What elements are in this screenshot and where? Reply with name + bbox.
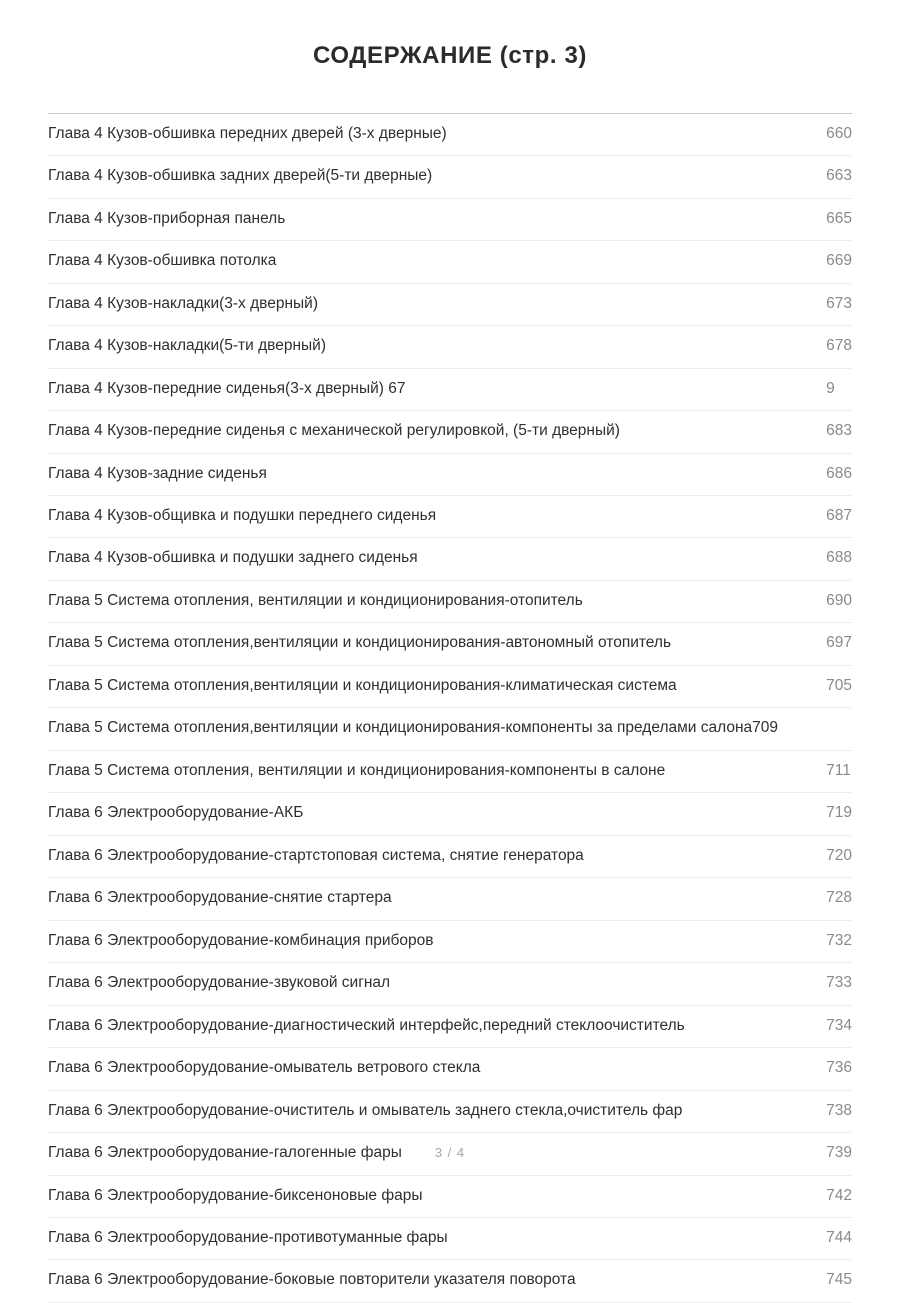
toc-entry-title[interactable]: Глава 6 Электрооборудование-биксеноновые фары	[48, 1186, 423, 1204]
toc-entry-page: 688	[826, 549, 852, 567]
toc-row[interactable]	[48, 1005, 852, 1047]
toc-entry-page: 669	[826, 252, 852, 270]
toc-entry-title[interactable]: Глава 5 Система отопления, вентиляции и кондиционирования-компоненты в салоне	[48, 761, 666, 779]
toc-row[interactable]	[48, 580, 852, 622]
toc-entry-page: 690	[826, 591, 852, 609]
toc-entry-title[interactable]: Глава 4 Кузов-общивка и подушки переднего сиденья	[48, 507, 437, 525]
toc-entry-title[interactable]: Глава 6 Электрооборудование-стартстоповая система, снятие генератора	[48, 846, 584, 864]
toc-entry-page: 665	[826, 209, 852, 227]
toc-entry-title[interactable]: Глава 6 Электрооборудование-диагностический интерфейс,передний стеклоочиститель	[48, 1016, 685, 1034]
toc-row[interactable]	[48, 623, 852, 665]
toc-row[interactable]	[48, 114, 852, 156]
toc-row[interactable]	[48, 793, 852, 835]
toc-entry-title[interactable]: Глава 4 Кузов-обшивка и подушки заднего сиденья	[48, 549, 418, 567]
toc-entry-page: 697	[826, 634, 852, 652]
toc-entry-page: 711	[826, 761, 851, 779]
toc-entry-title[interactable]: Глава 6 Электрооборудование-омыватель ветрового стекла	[48, 1059, 481, 1077]
toc-row[interactable]	[48, 878, 852, 920]
table-of-contents	[48, 114, 852, 1303]
page-title: СОДЕРЖАНИЕ (стр. 3)	[313, 42, 587, 69]
toc-row[interactable]	[48, 1260, 852, 1302]
toc-row[interactable]	[48, 708, 852, 750]
toc-row[interactable]	[48, 453, 852, 495]
toc-entry-title[interactable]: Глава 5 Система отопления, вентиляции и кондиционирования-отопитель	[48, 591, 583, 609]
toc-row[interactable]	[48, 1217, 852, 1259]
toc-entry-title[interactable]: Глава 4 Кузов-передние сиденья с механической регулировкой, (5-ти дверный)	[48, 422, 620, 440]
toc-entry-page	[822, 708, 852, 750]
toc-entry-title[interactable]: Глава 6 Электрооборудование-галогенные фары	[48, 1144, 402, 1162]
toc-entry-page: 742	[826, 1186, 852, 1204]
toc-row[interactable]	[48, 368, 852, 410]
toc-row[interactable]	[48, 963, 852, 1005]
toc-entry-page: 728	[826, 889, 852, 907]
toc-entry-title[interactable]: Глава 6 Электрооборудование-АКБ	[48, 804, 304, 822]
page-footer: 3 / 4	[434, 1145, 466, 1160]
toc-entry-page: 739	[826, 1144, 852, 1162]
toc-entry-title[interactable]: Глава 5 Система отопления,вентиляции и кондиционирования-компоненты за пределами салона709	[48, 719, 778, 737]
toc-row[interactable]	[48, 411, 852, 453]
toc-entry-page: 683	[826, 422, 852, 440]
toc-entry-page: 673	[826, 294, 852, 312]
toc-entry-title[interactable]: Глава 4 Кузов-передние сиденья(3-х дверный) 67	[48, 379, 406, 397]
toc-entry-page: 745	[826, 1271, 852, 1289]
toc-row[interactable]	[48, 835, 852, 877]
toc-entry-page: 9	[826, 379, 835, 397]
toc-entry-page: 732	[826, 931, 852, 949]
toc-entry-title[interactable]: Глава 5 Система отопления,вентиляции и кондиционирования-автономный отопитель	[48, 634, 672, 652]
toc-entry-page: 736	[826, 1059, 852, 1077]
toc-row[interactable]	[48, 326, 852, 368]
toc-entry-page: 744	[826, 1228, 852, 1246]
toc-row[interactable]	[48, 920, 852, 962]
toc-entry-title[interactable]: Глава 4 Кузов-обшивка задних дверей(5-ти дверные)	[48, 167, 433, 185]
toc-entry-page: 660	[826, 124, 852, 142]
toc-entry-title[interactable]: Глава 4 Кузов-накладки(5-ти дверный)	[48, 337, 326, 355]
toc-row[interactable]	[48, 1175, 852, 1217]
toc-entry-page: 678	[826, 337, 852, 355]
toc-entry-title[interactable]: Глава 4 Кузов-обшивка потолка	[48, 252, 277, 270]
toc-entry-title[interactable]: Глава 4 Кузов-задние сиденья	[48, 464, 267, 482]
toc-entry-title[interactable]: Глава 6 Электрооборудование-звуковой сигнал	[48, 974, 391, 992]
toc-row[interactable]	[48, 1090, 852, 1132]
toc-entry-title[interactable]: Глава 6 Электрооборудование-противотуманные фары	[48, 1228, 448, 1246]
toc-row[interactable]	[48, 750, 852, 792]
toc-row[interactable]	[48, 496, 852, 538]
toc-row[interactable]	[48, 156, 852, 198]
toc-row[interactable]	[48, 283, 852, 325]
toc-row[interactable]	[48, 665, 852, 707]
toc-entry-title[interactable]: Глава 6 Электрооборудование-очиститель и омыватель заднего стекла,очиститель фар	[48, 1101, 683, 1119]
toc-body	[48, 114, 852, 1303]
toc-row[interactable]	[48, 1048, 852, 1090]
toc-row[interactable]	[48, 538, 852, 580]
toc-row[interactable]	[48, 198, 852, 240]
toc-entry-page: 687	[826, 507, 852, 525]
toc-entry-page: 705	[826, 676, 852, 694]
toc-entry-title[interactable]: Глава 6 Электрооборудование-боковые повторители указателя поворота	[48, 1271, 576, 1289]
toc-row[interactable]	[48, 241, 852, 283]
toc-entry-title[interactable]: Глава 6 Электрооборудование-снятие стартера	[48, 889, 392, 907]
toc-entry-title[interactable]: Глава 6 Электрооборудование-комбинация приборов	[48, 931, 434, 949]
toc-entry-title[interactable]: Глава 5 Система отопления,вентиляции и кондиционирования-климатическая система	[48, 676, 677, 694]
toc-entry-page: 734	[826, 1016, 852, 1034]
toc-entry-title[interactable]: Глава 4 Кузов-накладки(3-х дверный)	[48, 294, 318, 312]
toc-entry-page: 720	[826, 846, 852, 864]
toc-entry-title[interactable]: Глава 4 Кузов-приборная панель	[48, 209, 286, 227]
toc-entry-page: 738	[826, 1101, 852, 1119]
toc-entry-page: 663	[826, 167, 852, 185]
toc-entry-page: 686	[826, 464, 852, 482]
toc-entry-page: 733	[826, 974, 852, 992]
toc-entry-title[interactable]: Глава 4 Кузов-обшивка передних дверей (3-х дверные)	[48, 124, 447, 142]
toc-entry-page: 719	[826, 804, 852, 822]
